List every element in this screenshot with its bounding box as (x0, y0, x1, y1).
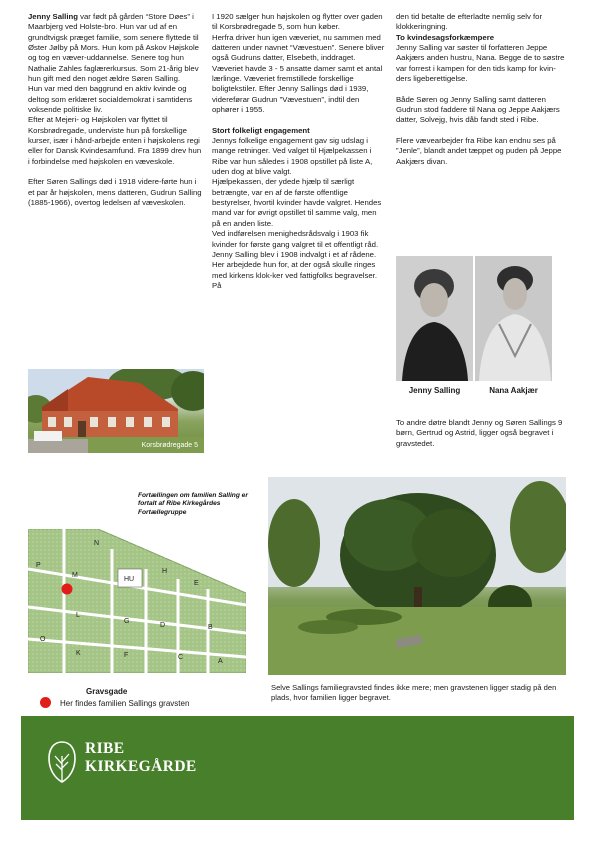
map-section-label: H (162, 568, 168, 575)
map-section-label: C (178, 654, 184, 661)
paragraph: I 1920 sælger hun højskolen og flytter over gaden til Korsbrødregade 5, som hun køber. (212, 12, 383, 32)
paragraph: Jenny Salling var søster til forfatteren Jeppe Aakjærs anden hustru, Nana. Begge de to søstre var forrest i kampen for den tids kamp for kvin-ders ligeberettigelse. (396, 43, 565, 84)
portrait-jenny-salling (396, 256, 473, 381)
map-section-label: F (124, 652, 129, 659)
map-section-label: M (72, 572, 78, 579)
paragraph: Efter at Mejeri- og Højskolen var flyttet til Korsbrødregade, underviste hun på forskellige kurser, især i hånd-arbejde enten i højskolens regi eller for Dansk Kvindesamfund. Fra 1899 drev hun i forbindelse med højskolen en væveskole. (28, 115, 202, 166)
portrait-label: Nana Aakjær (489, 386, 538, 395)
paragraph-text: var født på gården “Store Døes” i Maarbjerg ved Holste-bro. Hun var ud af en grundtvigsk præget familie, som senere flyttede til Øster Jølby på Mors. Hun kom på Askov Højskole og tog en væver-uddannelse. Senere tog hun Nathalie Zahles faglærerkursus. Som 21-årig blev hun gift med den noget ældre Søren Salling. (28, 12, 199, 84)
legend-title: Gravsgade (86, 687, 128, 696)
cemetery-map (28, 529, 246, 673)
grave-marker (62, 584, 73, 595)
logo-line: KIRKEGÅRDE (85, 758, 197, 775)
paragraph: Både Søren og Jenny Salling samt datteren Gudrun stod faddere til Nana og Jeppe Aakjærs datter, Solvejg, hvis dåb fandt sted i Ribe. (396, 94, 560, 125)
logo-line: RIBE (85, 740, 125, 757)
map-section-label: HU (124, 576, 135, 583)
section-heading-text: To kvindesagsforkæmpere (396, 32, 495, 42)
paragraph: Flere vævearbejder fra Ribe kan endnu ses på ”Jenle”, blandt andet tæppet og puden på Jeppe Aakjærs divan. (396, 136, 562, 166)
person-name: Jenny Salling (28, 12, 78, 21)
paragraph: Hjælpekassen, der ydede hjælp til særligt betrængte, var en af de første offentlige bestyrelser, hvortil kvinder havde valgret. Hendes mand var for øvrigt opstillet til samme valg, men på en anden liste. (212, 177, 382, 228)
map-section-label: P (36, 562, 41, 569)
footer-banner (21, 716, 574, 820)
logo-wordmark (85, 740, 197, 776)
text-column-1 (28, 12, 204, 208)
map-section-label: K (76, 650, 81, 657)
photo-caption: Korsbrødregade 5 (141, 442, 198, 449)
paragraph: Jennys folkelige engagement gav sig udslag i mange retninger. Ved valget til Hjælpekassen i Ribe var hun således i 1908 opstillet på liste A, uden dog at blive valgt. (212, 136, 373, 177)
section-heading (396, 33, 568, 43)
text-column-3 (396, 12, 568, 167)
portrait-label: Jenny Salling (408, 386, 461, 395)
paragraph: Efter Søren Sallings død i 1918 videre-førte hun i et par år højskolen, mens datteren, Gudrun Salling (1885-1966), overtog ledelsen af væveskolen. (28, 177, 202, 208)
paragraph: Herfra driver hun igen væveriet, nu sammen med datteren under navnet “Vævestuen”. Senere bliver også Gudruns datter, Elsebeth, inddraget. Væveriet havde 3 - 5 ansatte damer samt et antal lærlinge. Væveriet fremstillede forskellige boligtekstiler. Efter Jenny Sallings død i 1939, videreførar Gudrun ”Vævestuen”, indtil den ophører i 1955. (212, 32, 385, 115)
map-section-label: O (40, 636, 46, 643)
map-section-label: D (160, 622, 166, 629)
graveyard-photo (268, 477, 566, 675)
map-section-label: A (218, 658, 223, 665)
tree-logo-icon (47, 738, 77, 786)
map-credit-note: Fortællingen om familien Salling er fortalt af Ribe Kirkegårdes Fortællegruppe (138, 492, 248, 516)
photo-caption: Selve Sallings familiegravsted findes ikke mere; men gravstenen ligger stadig på den plads, hvor familien ligger begravet. (271, 683, 557, 702)
house-photo (28, 369, 204, 453)
text-column-2 (212, 12, 386, 291)
paragraph: Hun var med den baggrund en aktiv kvinde og deltog som erklæret socialdemokrat i samtidens voksende politiske liv. (28, 84, 193, 115)
map-section-label: G (124, 618, 130, 625)
portrait-nana-aakjaer (475, 256, 552, 381)
legend-marker-icon (40, 697, 51, 708)
paragraph: Ved indførelsen menighedsrådsvalg i 1903 fik kvinder for første gang valgret til et offentligt råd. Jenny Salling blev i 1908 indvalgt i et af rådene. Her arbejdede hun for, at der også skulle ringes med kirkens klok-ker ved fattigfolks begravelser. På (212, 229, 379, 290)
section-heading (212, 126, 386, 136)
map-section-label: E (194, 580, 199, 587)
paragraph (28, 12, 204, 84)
paragraph: den tid betalte de efterladte nemlig selv for klokkeringning. (396, 12, 543, 32)
map-section-label: L (76, 612, 80, 619)
paragraph: To andre døtre blandt Jenny og Søren Sallings 9 børn, Gertrud og Astrid, ligger også begravet i gravstedet. (396, 418, 563, 448)
section-heading-text: Stort folkeligt engagement (212, 125, 310, 135)
map-section-label: B (208, 624, 213, 631)
map-section-label: N (94, 540, 100, 547)
legend-text: Her findes familien Sallings gravsten (60, 699, 190, 708)
